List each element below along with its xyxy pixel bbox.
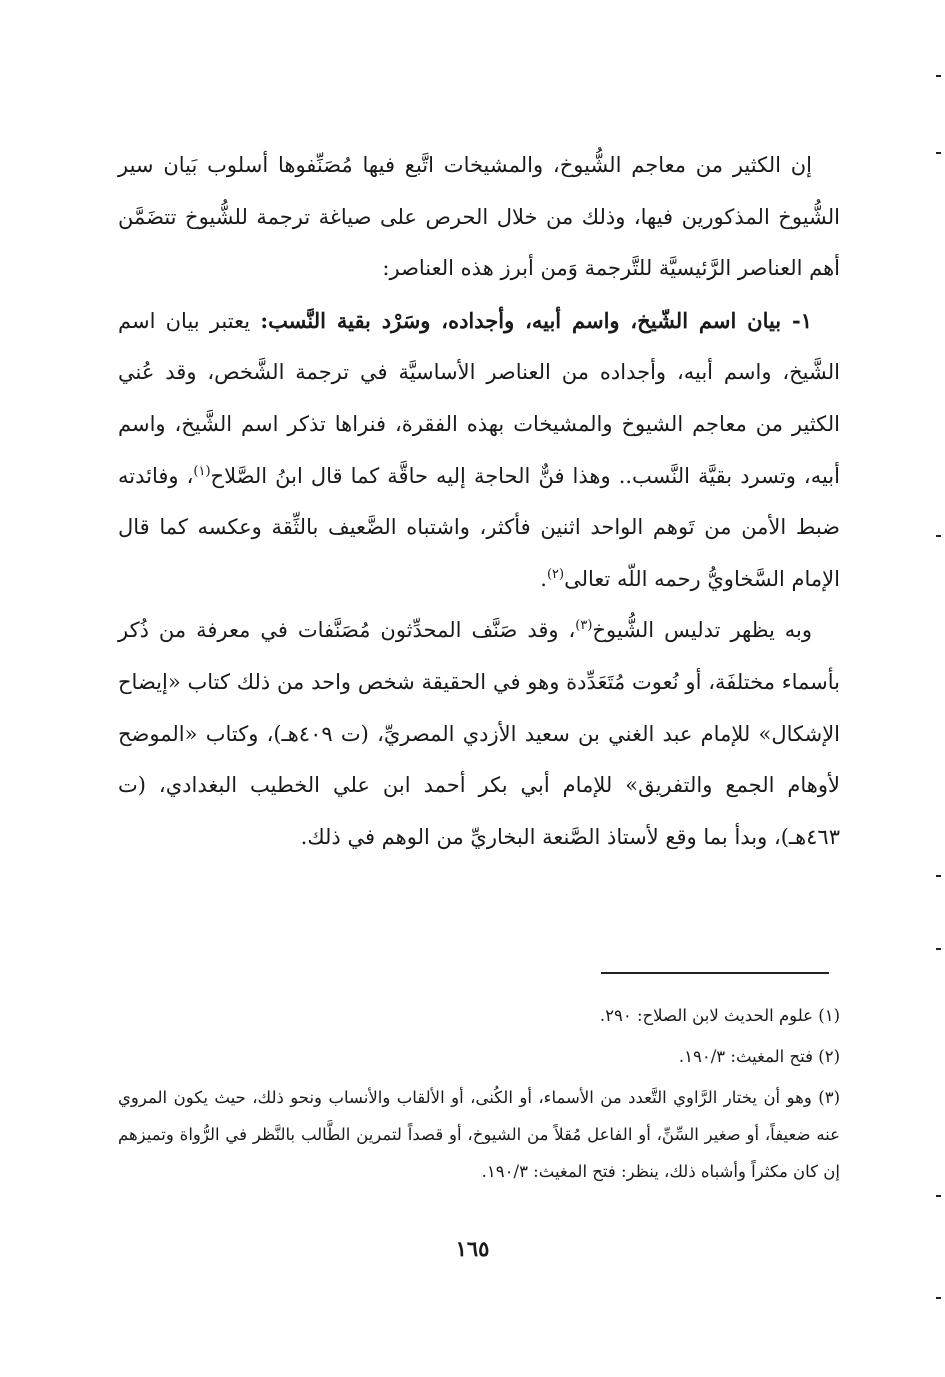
section-heading: ١- بيان اسم الشّيخ، واسم أبيه، وأجداده، وسَرْد بقية النَّسب: [260, 307, 813, 333]
scan-margin-mark [936, 1195, 941, 1197]
scan-margin-mark [936, 1297, 941, 1299]
scan-margin-mark [936, 152, 941, 154]
footnote-ref-2: (٢) [546, 566, 565, 582]
scan-margin-mark [936, 75, 941, 77]
paragraph-tadlis [118, 605, 840, 863]
paragraph-text: ، وقد صَنَّف المحدِّثون مُصَنَّفات في معرفة من ذُكر بأسماء مختلفَة، أو نُعوت مُتَعَدِّدة وهو في الحقيقة شخص واحد من ذلك كتاب «إيضاح الإشكال» للإمام عبد الغني بن سعيد الأزدي المصريِّ، (ت ٤٠٩هـ)، وكتاب «الموضح لأوهام الجمع والتفريق» للإمام أبي بكر أحمد ابن علي الخطيب البغدادي، (ت ٤٦٣هـ)، وبدأ بما وقع لأستاذ الصَّنعة البخاريِّ من الوهم في ذلك. [118, 618, 841, 849]
paragraph-text: يعتبر بيان اسم الشَّيخ، واسم أبيه، وأجداده من العناصر الأساسيَّة في ترجمة الشَّخص، وقد عُني الكثير من معاجم الشيوخ والمشيخات بهذه الفقرة، فنراها تذكر اسم الشَّيخ، واسم أبيه، وتسرد بقيَّة النَّسب.. وهذا فنٌّ الحاجة إليه حاقَّة كما قال ابنُ الصَّلاح [118, 308, 840, 488]
page-number: ١٦٥ [455, 1236, 490, 1261]
footnote-ref-1: (١) [193, 463, 211, 479]
main-text [118, 140, 840, 863]
footnotes [118, 997, 840, 1194]
scan-margin-mark [936, 948, 941, 950]
footnote-separator [601, 972, 829, 974]
paragraph-text: . [540, 566, 547, 591]
scan-margin-mark [936, 535, 941, 537]
footnote-3: (٣) وهو أن يختار الرَّاوي التَّعدد من الأسماء، أو الكُنى، أو الألقاب والأنساب ونحو ذلك، حيث يكون المروي عنه ضعيفاً، أو صغير السِّنِّ، أو الفاعل مُقلاً من الشيوخ، أو قصداً لتمرين الطَّالب بالنَّظر في الرُّواة وتميزهم إن كان مكثراً وأشباه ذلك، ينظر: فتح المغيث: ١٩٠/٣. [118, 1088, 840, 1181]
footnote-ref-3: (٣) [575, 618, 593, 634]
paragraph-intro: إن الكثير من معاجم الشُّيوخ، والمشيخات اتَّبع فيها مُصَنِّفوها أسلوب بَيان سير الشُّيوخ المذكورين فيها، وذلك من خلال الحرص على صياغة ترجمة للشُّيوخ تتضَمَّن أهم العناصر الرَّئيسيَّة للتَّرجمة وَمن أبرز هذه العناصر: [118, 153, 840, 281]
footnote-1: (١) علوم الحديث لابن الصلاح: ٢٩٠. [599, 1006, 840, 1025]
paragraph-text: ، وفائدته ضبط الأمن من تَوهم الواحد اثنين فأكثر، واشتباه الضَّعيف بالثِّقة وعكسه كما قال الإمام السَّخاويُّ رحمه اللّه تعالى [118, 463, 840, 591]
paragraph-text: وبه يظهر تدليس الشُّيوخ [592, 618, 812, 643]
scan-margin-mark [936, 875, 941, 877]
paragraph-element-one [118, 295, 840, 606]
footnote-2: (٢) فتح المغيث: ١٩٠/٣. [678, 1047, 840, 1066]
